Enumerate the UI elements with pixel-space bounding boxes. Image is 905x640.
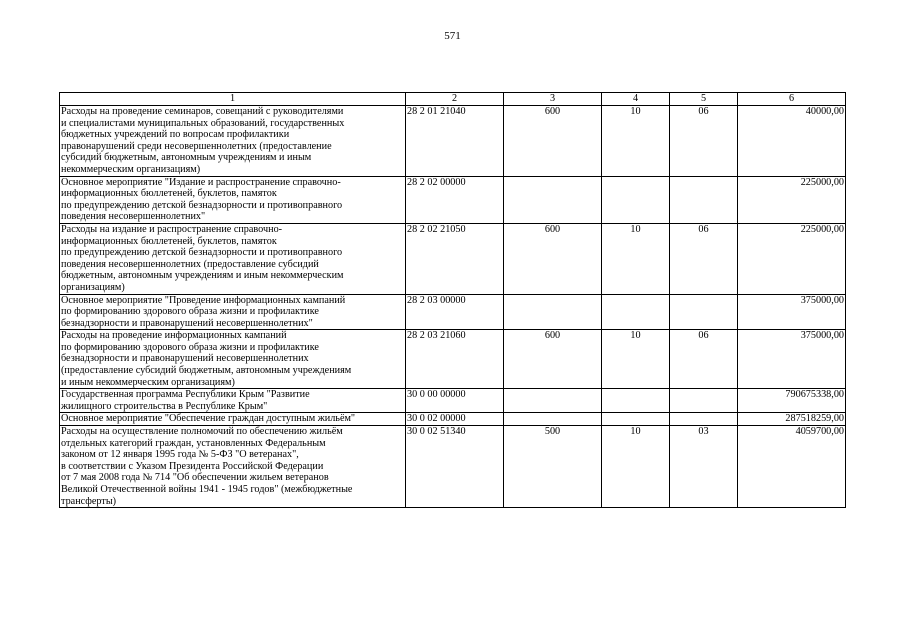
row-col-4: 10 [602, 426, 670, 508]
row-col-3 [504, 389, 602, 413]
header-col-6: 6 [738, 93, 846, 106]
row-col-5: 03 [670, 426, 738, 508]
row-col-5 [670, 176, 738, 223]
row-code: 28 2 03 00000 [406, 294, 504, 330]
page-number: 571 [444, 30, 461, 42]
row-sum: 790675338,00 [738, 389, 846, 413]
row-name-text: Расходы на проведение семинаров, совещаний с руководителями и специалистами муниципальных образований, государственных бюджетных учреждений по вопросам профилактики правонарушений среди несовершеннолетних (предоставление субсидий бюджетным, автономным учреждениям и иным некоммерческим организациям) [61, 106, 345, 175]
row-sum: 287518259,00 [738, 413, 846, 426]
row-col-4 [602, 389, 670, 413]
row-sum: 40000,00 [738, 106, 846, 177]
row-name-text: Основное мероприятие "Обеспечение граждан доступным жильём" [61, 413, 356, 425]
header-col-2: 2 [406, 93, 504, 106]
table-row [60, 426, 846, 508]
row-col-4 [602, 176, 670, 223]
row-sum: 375000,00 [738, 330, 846, 389]
table-row [60, 176, 846, 223]
table-row [60, 389, 846, 413]
row-name-text: Расходы на проведение информационных кампаний по формированию здорового образа жизни и профилактике безнадзорности и правонарушений несовершеннолетних (предоставление субсидий бюджетным, автономным учреждениям и иным некоммерческим организациям) [61, 330, 352, 388]
row-code: 28 2 02 00000 [406, 176, 504, 223]
row-col-5 [670, 294, 738, 330]
row-col-3: 600 [504, 223, 602, 294]
table-row [60, 106, 846, 177]
row-name-text: Основное мероприятие "Проведение информационных кампаний по формированию здорового образа жизни и профилактике безнадзорности и правонарушений несовершеннолетних" [61, 294, 346, 329]
row-name-text: Расходы на осуществление полномочий по обеспечению жильём отдельных категорий граждан, установленных Федеральным законом от 12 января 1995 года № 5-ФЗ "О ветеранах", в соответствии с Указом Президента Российской Федерации от 7 мая 2008 года № 714 "Об обеспечении жильем ветеранов Великой Отечественной войны 1941 - 1945 годов" (межбюджетные трансферты) [61, 426, 353, 507]
row-sum: 225000,00 [738, 176, 846, 223]
row-col-3 [504, 413, 602, 426]
row-col-4 [602, 413, 670, 426]
row-col-4 [602, 294, 670, 330]
row-code: 28 2 01 21040 [406, 106, 504, 177]
header-col-3: 3 [504, 93, 602, 106]
table-row [60, 330, 846, 389]
budget-table [59, 92, 846, 508]
row-code: 28 2 03 21060 [406, 330, 504, 389]
row-col-3 [504, 294, 602, 330]
row-col-3: 500 [504, 426, 602, 508]
row-sum: 4059700,00 [738, 426, 846, 508]
table-row [60, 413, 846, 426]
row-col-3 [504, 176, 602, 223]
row-name [60, 176, 406, 223]
row-name-text: Основное мероприятие "Издание и распространение справочно- информационных бюллетеней, буклетов, памяток по предупреждению детской безнадзорности и противоправного поведения несовершеннолетних" [61, 176, 343, 223]
row-col-5 [670, 413, 738, 426]
row-name [60, 426, 406, 508]
row-col-4: 10 [602, 330, 670, 389]
row-col-4: 10 [602, 223, 670, 294]
row-name [60, 330, 406, 389]
row-col-5: 06 [670, 330, 738, 389]
table-header-row [60, 93, 846, 106]
table-row [60, 294, 846, 330]
table-row [60, 223, 846, 294]
row-col-3: 600 [504, 330, 602, 389]
row-name [60, 294, 406, 330]
row-name-text: Государственная программа Республики Крым "Развитие жилищного строительства в Республике Крым" [61, 389, 310, 412]
row-sum: 225000,00 [738, 223, 846, 294]
row-code: 28 2 02 21050 [406, 223, 504, 294]
row-col-3: 600 [504, 106, 602, 177]
row-name [60, 389, 406, 413]
row-col-5 [670, 389, 738, 413]
row-name [60, 223, 406, 294]
header-col-1: 1 [60, 93, 406, 106]
header-col-5: 5 [670, 93, 738, 106]
row-name [60, 413, 406, 426]
row-col-5: 06 [670, 223, 738, 294]
header-col-4: 4 [602, 93, 670, 106]
row-code: 30 0 02 00000 [406, 413, 504, 426]
row-col-5: 06 [670, 106, 738, 177]
row-name [60, 106, 406, 177]
row-col-4: 10 [602, 106, 670, 177]
row-sum: 375000,00 [738, 294, 846, 330]
row-name-text: Расходы на издание и распространение справочно- информационных бюллетеней, буклетов, памяток по предупреждению детской безнадзорности и противоправного поведения несовершеннолетних (предоставление субсидий бюджетным, автономным учреждениям и иным некоммерческим организациям) [61, 223, 344, 293]
row-code: 30 0 02 51340 [406, 426, 504, 508]
row-code: 30 0 00 00000 [406, 389, 504, 413]
